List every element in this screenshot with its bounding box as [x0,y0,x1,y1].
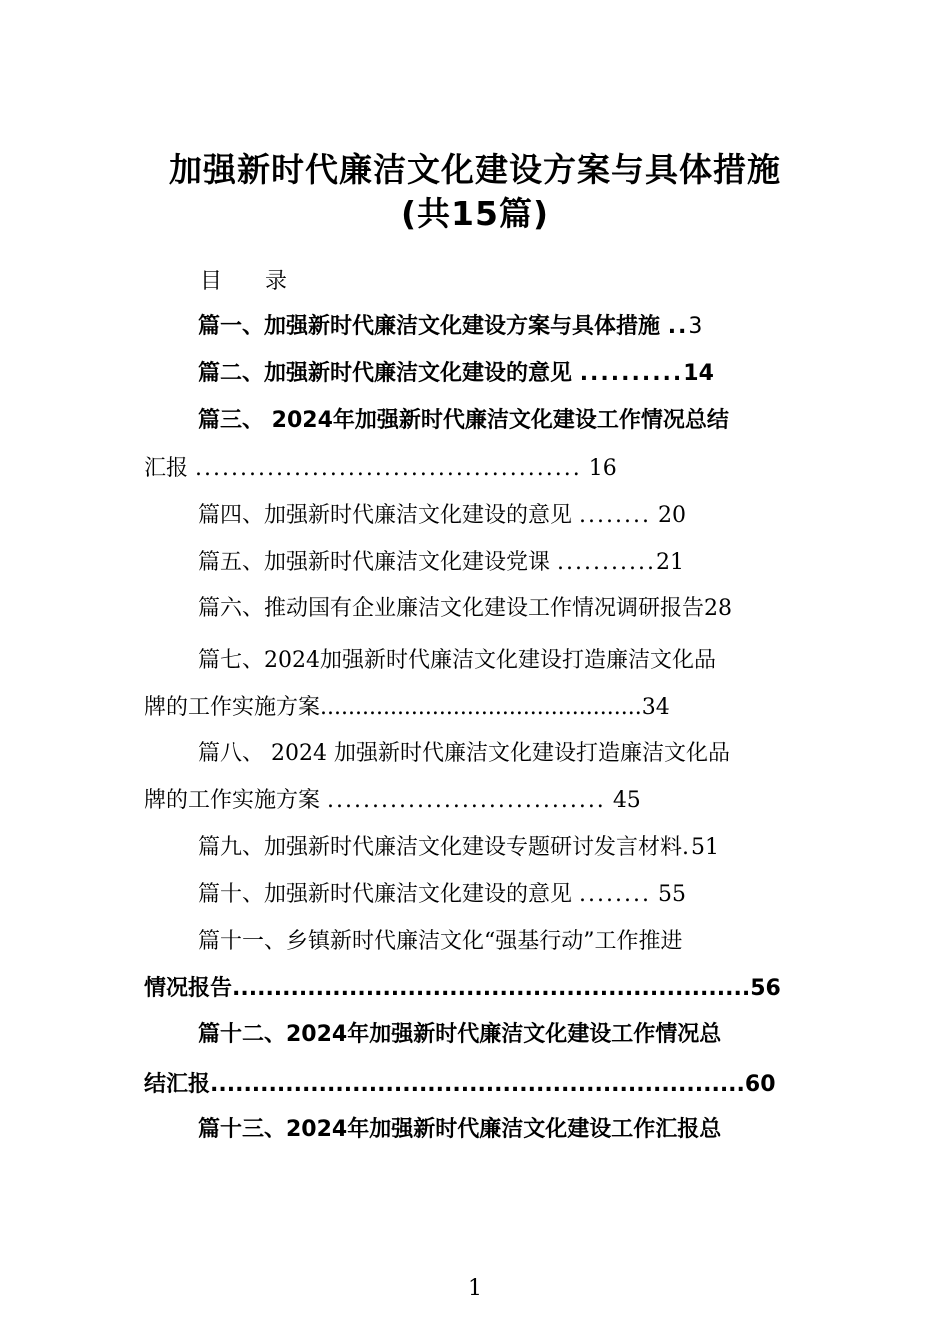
toc-entry-7-line2[interactable] [144,693,670,723]
toc-entry-7-line1[interactable] [198,646,716,676]
toc-entry-text: 篇四、加强新时代廉洁文化建设的意见 [198,503,573,528]
toc-entry-text: 牌的工作实施方案 [144,788,321,813]
toc-entry-leader: .............................................. [320,695,642,720]
toc-entry-text: 篇二、加强新时代廉洁文化建设的意见 [198,361,573,386]
toc-entry-leader: ............................... [327,788,606,813]
toc-entry-text: 汇报 [144,456,189,481]
toc-entry-4[interactable] [198,501,686,531]
toc-entry-2[interactable] [198,359,714,389]
toc-entry-9[interactable] [198,833,719,863]
toc-entry-text: 篇三、 2024年加强新时代廉洁文化建设工作情况总结 [198,408,729,433]
toc-entry-leader: ........ [579,882,651,907]
page-number: 1 [468,1276,482,1301]
toc-entry-leader: ........ [579,503,651,528]
toc-entry-text: 篇五、加强新时代廉洁文化建设党课 [198,550,551,575]
toc-entry-page: 51 [691,835,720,860]
toc-entry-text: 情况报告 [144,976,233,1001]
document-subtitle: (共15篇) [400,194,550,233]
toc-entry-text: 篇十、加强新时代廉洁文化建设的意见 [198,882,573,907]
toc-entry-page: 55 [657,882,686,907]
toc-entry-13[interactable] [198,1115,721,1145]
toc-entry-6[interactable] [198,594,732,624]
toc-entry-3-line2[interactable] [144,454,617,484]
toc-entry-leader: .. [667,314,689,339]
toc-entry-text: 篇八、 2024 加强新时代廉洁文化建设打造廉洁文化品 [198,741,730,766]
toc-entry-12-line2[interactable] [144,1070,776,1100]
toc-entry-3-line1[interactable] [198,406,729,436]
toc-entry-10[interactable] [198,880,686,910]
toc-entry-page: 3 [688,314,703,339]
toc-entry-text: 篇九、加强新时代廉洁文化建设专题研讨发言材料 [198,835,683,860]
toc-entry-1[interactable] [198,312,702,342]
toc-entry-leader: .............................................................. [232,976,751,1001]
toc-entry-5[interactable] [198,548,684,578]
toc-entry-leader: ........... [557,550,656,575]
toc-entry-text: 篇七、2024加强新时代廉洁文化建设打造廉洁文化品 [198,648,716,673]
toc-entry-text: 篇十二、2024年加强新时代廉洁文化建设工作情况总 [198,1022,722,1047]
toc-entry-text: 篇一、加强新时代廉洁文化建设方案与具体措施 [198,314,661,339]
toc-entry-page: 14 [683,361,714,386]
toc-entry-11-line2[interactable] [144,974,781,1004]
toc-entry-leader: ........................................... [195,456,582,481]
toc-entry-8-line1[interactable] [198,739,730,769]
toc-entry-text: 结汇报 [144,1072,211,1097]
toc-entry-text: 牌的工作实施方案 [144,695,321,720]
toc-entry-text: 篇六、推动国有企业廉洁文化建设工作情况调研报告 [198,596,705,621]
toc-entry-text: 篇十一、乡镇新时代廉洁文化“强基行动”工作推进 [198,929,683,954]
toc-entry-11-line1[interactable] [198,927,683,957]
toc-entry-page: 56 [750,976,781,1001]
toc-entry-leader: .......... [579,361,684,386]
toc-entry-leader: . [682,835,692,860]
toc-entry-8-line2[interactable] [144,786,641,816]
toc-heading: 目 录 [200,269,305,294]
toc-entry-page: 60 [744,1072,776,1097]
toc-entry-page: 21 [655,550,684,575]
toc-entry-text: 篇十三、2024年加强新时代廉洁文化建设工作汇报总 [198,1117,722,1142]
toc-entry-12-line1[interactable] [198,1020,721,1050]
document-title: 加强新时代廉洁文化建设方案与具体措施 [169,150,781,189]
toc-entry-page: 34 [641,695,670,720]
toc-entry-leader: ................................................................ [210,1072,745,1097]
toc-entry-page: 28 [704,596,733,621]
toc-entry-page: 16 [588,456,617,481]
toc-entry-page: 20 [657,503,686,528]
toc-entry-page: 45 [612,788,641,813]
